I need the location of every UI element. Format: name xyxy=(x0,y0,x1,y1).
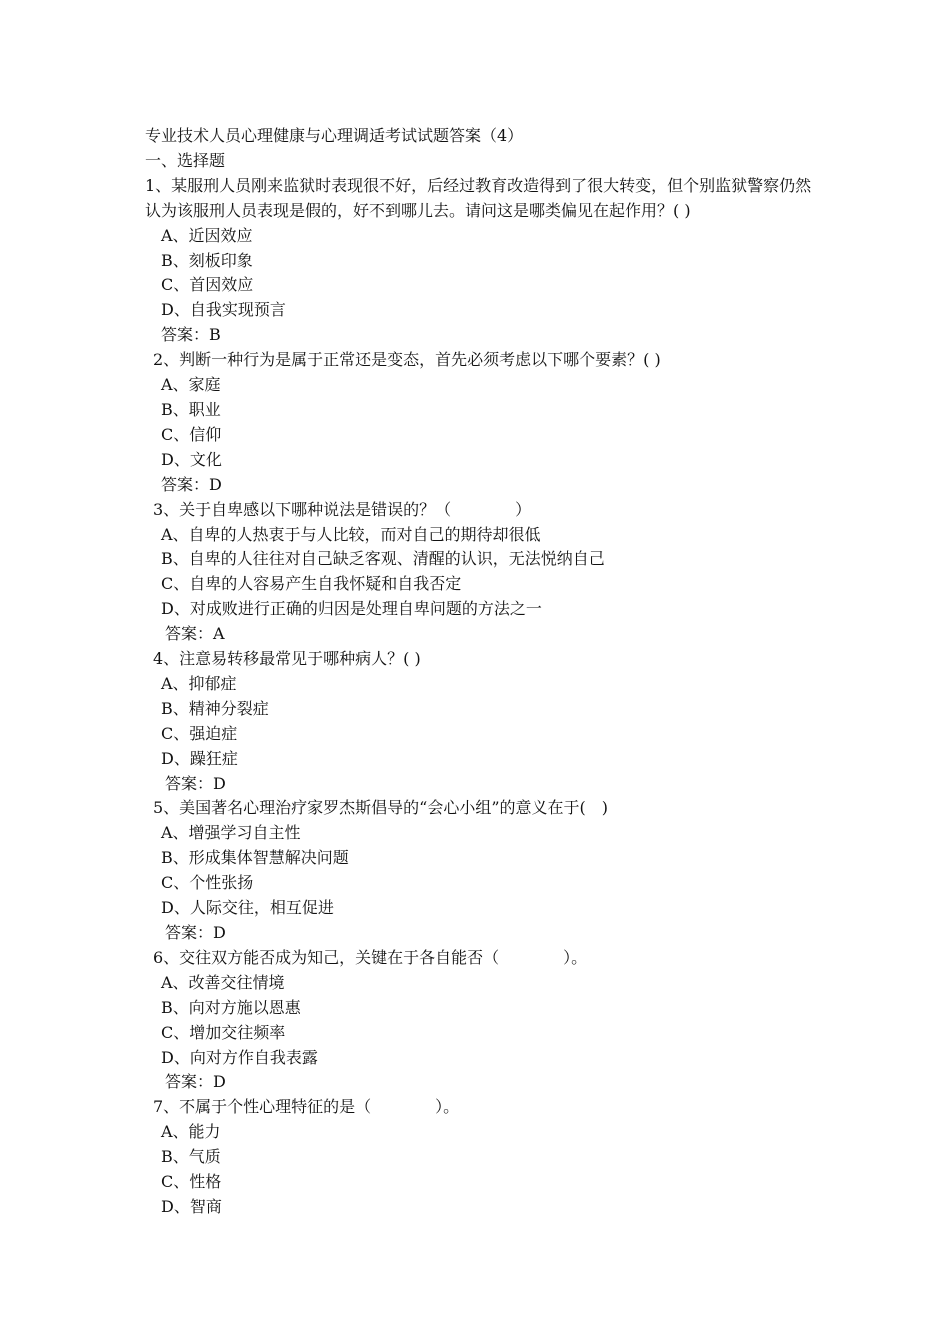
question-stem: 6、交往双方能否成为知己，关键在于各自能否（ ）。 xyxy=(153,947,588,967)
question-option: A、近因效应 xyxy=(161,225,253,245)
question-3 xyxy=(145,498,815,647)
question-option: C、自卑的人容易产生自我怀疑和自我否定 xyxy=(161,574,462,594)
question-stem: 1、某服刑人员刚来监狱时表现很不好，后经过教育改造得到了很大转变，但个别监狱警察仍然认为该服刑人员表现是假的，好不到哪儿去。请问这是哪类偏见在起作用？( ) xyxy=(145,175,812,220)
question-stem: 4、注意易转移最常见于哪种病人？( ) xyxy=(153,649,421,669)
question-option: A、自卑的人热衷于与人比较，而对自己的期待却很低 xyxy=(161,524,541,544)
question-option: A、改善交往情境 xyxy=(161,972,285,992)
question-option: A、增强学习自主性 xyxy=(161,823,301,843)
question-6 xyxy=(145,946,815,1095)
section-heading: 一、选择题 xyxy=(145,150,226,170)
question-option: C、个性张扬 xyxy=(161,873,254,893)
question-option: C、信仰 xyxy=(161,424,222,444)
question-7 xyxy=(145,1095,815,1220)
document-body xyxy=(145,124,815,1220)
question-option: B、气质 xyxy=(161,1147,221,1167)
question-option: A、抑郁症 xyxy=(161,673,237,693)
document-title: 专业技术人员心理健康与心理调适考试试题答案（4） xyxy=(145,126,524,145)
question-2 xyxy=(145,348,815,497)
question-stem: 5、美国著名心理治疗家罗杰斯倡导的“会心小组”的意义在于( ) xyxy=(153,798,609,818)
question-option: A、家庭 xyxy=(161,375,221,395)
question-stem: 7、不属于个性心理特征的是（ ）。 xyxy=(153,1097,460,1117)
question-option: D、躁狂症 xyxy=(161,748,238,768)
question-option: D、向对方作自我表露 xyxy=(161,1047,318,1067)
question-option: B、精神分裂症 xyxy=(161,698,269,718)
question-option: D、自我实现预言 xyxy=(161,300,286,320)
question-option: B、自卑的人往往对自己缺乏客观、清醒的认识，无法悦纳自己 xyxy=(161,549,605,569)
question-option: C、增加交往频率 xyxy=(161,1022,286,1042)
question-4 xyxy=(145,647,815,796)
question-stem: 2、判断一种行为是属于正常还是变态，首先必须考虑以下哪个要素？( ) xyxy=(153,350,661,370)
question-option: B、形成集体智慧解决问题 xyxy=(161,848,349,868)
question-answer: 答案：B xyxy=(161,325,221,345)
question-option: C、强迫症 xyxy=(161,723,238,743)
question-answer: 答案：A xyxy=(165,624,225,644)
question-option: D、对成败进行正确的归因是处理自卑问题的方法之一 xyxy=(161,599,542,619)
question-option: D、智商 xyxy=(161,1196,222,1216)
question-answer: 答案：D xyxy=(165,923,226,942)
question-option: C、首因效应 xyxy=(161,275,254,295)
question-option: B、刻板印象 xyxy=(161,250,253,270)
question-answer: 答案：D xyxy=(165,1072,226,1092)
question-answer: 答案：D xyxy=(161,474,222,494)
question-1 xyxy=(145,174,815,348)
question-option: C、性格 xyxy=(161,1172,222,1192)
question-option: D、人际交往，相互促进 xyxy=(161,898,334,918)
question-option: B、职业 xyxy=(161,399,221,419)
question-answer: 答案：D xyxy=(165,773,226,793)
question-option: B、向对方施以恩惠 xyxy=(161,997,301,1017)
question-5 xyxy=(145,796,815,945)
question-option: A、能力 xyxy=(161,1122,221,1142)
question-stem: 3、关于自卑感以下哪种说法是错误的？（ ） xyxy=(153,499,532,519)
question-option: D、文化 xyxy=(161,449,222,469)
